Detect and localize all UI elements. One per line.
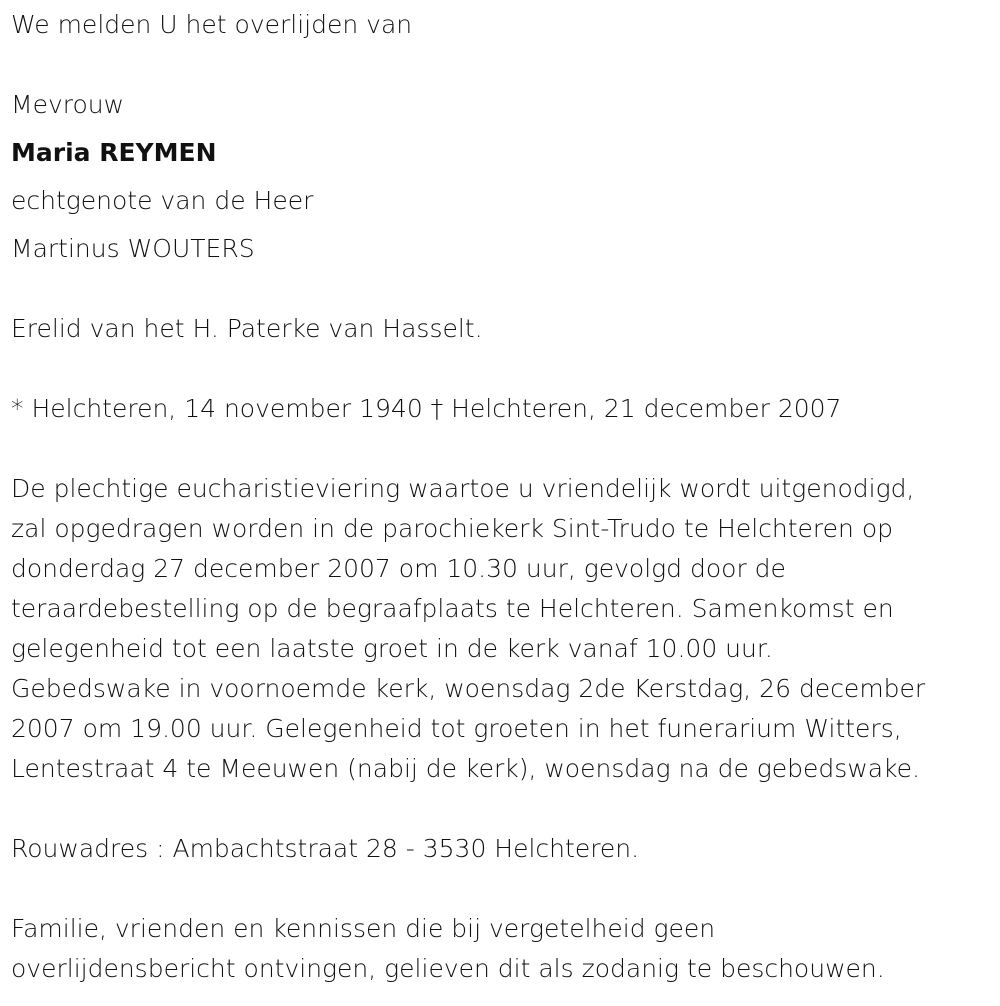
- dates-line: * Helchteren, 14 november 1940 † Helchteren, 21 december 2007: [11, 394, 842, 423]
- honorary-line: Erelid van het H. Paterke van Hasselt.: [11, 314, 483, 343]
- deceased-name: Maria REYMEN: [11, 138, 217, 167]
- relation-line: echtgenote van de Heer: [11, 186, 314, 215]
- title-line: Mevrouw: [11, 90, 125, 119]
- intro-line: We melden U het overlijden van: [11, 10, 413, 39]
- closing-line: overlijdensbericht ontvingen, gelieven dit als zodanig te beschouwen.: [11, 954, 885, 983]
- ceremony-line: 2007 om 19.00 uur. Gelegenheid tot groeten in het funerarium Witters,: [11, 714, 902, 743]
- ceremony-line: Lentestraat 4 te Meeuwen (nabij de kerk), woensdag na de gebedswake.: [11, 754, 921, 783]
- closing-paragraph: [11, 909, 986, 989]
- ceremony-line: De plechtige eucharistieviering waartoe u vriendelijk wordt uitgenodigd,: [11, 474, 915, 503]
- ceremony-line: teraardebestelling op de begraafplaats te Helchteren. Samenkomst en: [11, 594, 894, 623]
- ceremony-line: gelegenheid tot een laatste groet in de kerk vanaf 10.00 uur.: [11, 634, 773, 663]
- ceremony-line: Gebedswake in voornoemde kerk, woensdag 2de Kerstdag, 26 december: [11, 674, 926, 703]
- closing-line: Familie, vrienden en kennissen die bij vergetelheid geen: [11, 914, 716, 943]
- ceremony-line: zal opgedragen worden in de parochiekerk Sint-Trudo te Helchteren op: [11, 514, 893, 543]
- ceremony-line: donderdag 27 december 2007 om 10.30 uur, gevolgd door de: [11, 554, 786, 583]
- spouse-name: Martinus WOUTERS: [11, 234, 255, 263]
- address-line: Rouwadres : Ambachtstraat 28 - 3530 Helchteren.: [11, 834, 640, 863]
- ceremony-paragraph: [11, 469, 986, 789]
